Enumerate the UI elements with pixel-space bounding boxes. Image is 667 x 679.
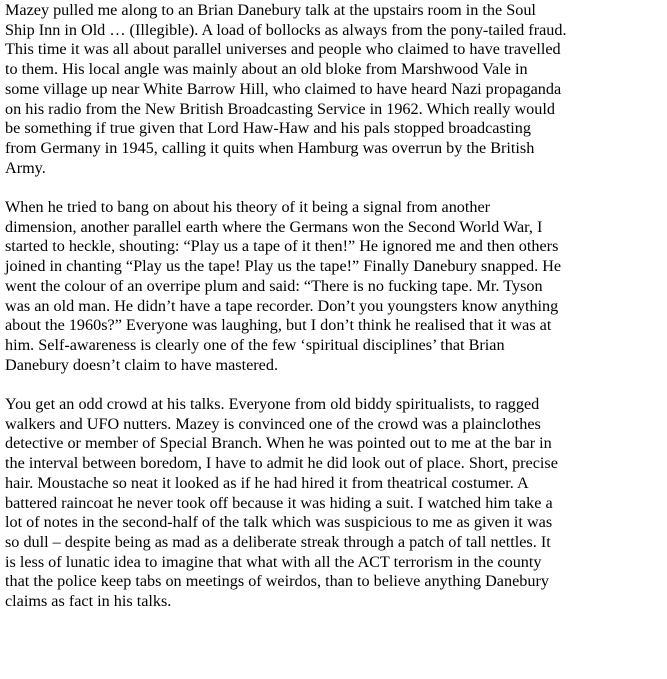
- text-line: walkers and UFO nutters. Mazey is convinced one of the crowd was a plainclothes: [5, 414, 541, 433]
- text-line: Ship Inn in Old … (Illegible). A load of bollocks as always from the pony-tailed fraud.: [5, 20, 567, 39]
- text-line: lot of notes in the second-half of the talk which was suspicious to me as given it was: [5, 513, 553, 532]
- text-line: from Germany in 1945, calling it quits when Hamburg was overrun by the British: [5, 138, 535, 157]
- text-line: was an old man. He didn’t have a tape recorder. Don’t you youngsters know anything: [5, 296, 559, 315]
- text-line: You get an odd crowd at his talks. Everyone from old biddy spiritualists, to ragged: [5, 395, 540, 414]
- text-line: Danebury doesn’t claim to have mastered.: [5, 355, 278, 374]
- text-line: dimension, another parallel earth where the Germans won the Second World War, I: [5, 217, 543, 236]
- text-line: is less of lunatic idea to imagine that what with all the ACT terrorism in the county: [5, 552, 542, 571]
- text-line: detective or member of Special Branch. When he was pointed out to me at the bar in: [5, 434, 552, 453]
- text-line: some village up near White Barrow Hill, who claimed to have heard Nazi propaganda: [5, 79, 562, 98]
- text-line: that the police keep tabs on meetings of weirdos, than to believe anything Danebury: [5, 572, 549, 591]
- text-line: claims as fact in his talks.: [5, 592, 172, 611]
- text-line: started to heckle, shouting: “Play us a tape of it then!” He ignored me and then others: [5, 237, 559, 256]
- text-line: Army.: [5, 158, 46, 177]
- text-line: to them. His local angle was mainly about an old bloke from Marshwood Vale in: [5, 60, 528, 79]
- text-line: joined in chanting “Play us the tape! Play us the tape!” Finally Danebury snapped. He: [5, 257, 562, 276]
- text-line: This time it was all about parallel universes and people who claimed to have travelled: [5, 40, 561, 59]
- text-line: went the colour of an overripe plum and said: “There is no fucking tape. Mr. Tyson: [5, 276, 543, 295]
- paragraph-danebury-talk: [5, 1, 657, 178]
- text-line: When he tried to bang on about his theory of it being a signal from another: [5, 198, 491, 217]
- text-line: Mazey pulled me along to an Brian Danebury talk at the upstairs room in the Soul: [5, 1, 536, 19]
- text-line: be something if true given that Lord Haw-Haw and his pals stopped broadcasting: [5, 119, 531, 138]
- text-line: hair. Moustache so neat it looked as if he had hired it from theatrical costumer. A: [5, 473, 529, 492]
- text-line: battered raincoat he never took off because it was hiding a suit. I watched him take a: [5, 493, 553, 512]
- text-line: so dull – despite being as mad as a deliberate streak through a patch of tall nettles. It: [5, 532, 551, 551]
- text-line: on his radio from the New British Broadcasting Service in 1962. Which really would: [5, 99, 555, 118]
- text-line: about the 1960s?” Everyone was laughing, but I don’t think he realised that it was at: [5, 316, 552, 335]
- paragraph-odd-crowd: [5, 395, 657, 612]
- paragraph-heckling: [5, 198, 657, 375]
- text-line: the interval between boredom, I have to admit he did look out of place. Short, precise: [5, 454, 558, 473]
- text-line: him. Self-awareness is clearly one of the few ‘spiritual disciplines’ that Brian: [5, 335, 505, 354]
